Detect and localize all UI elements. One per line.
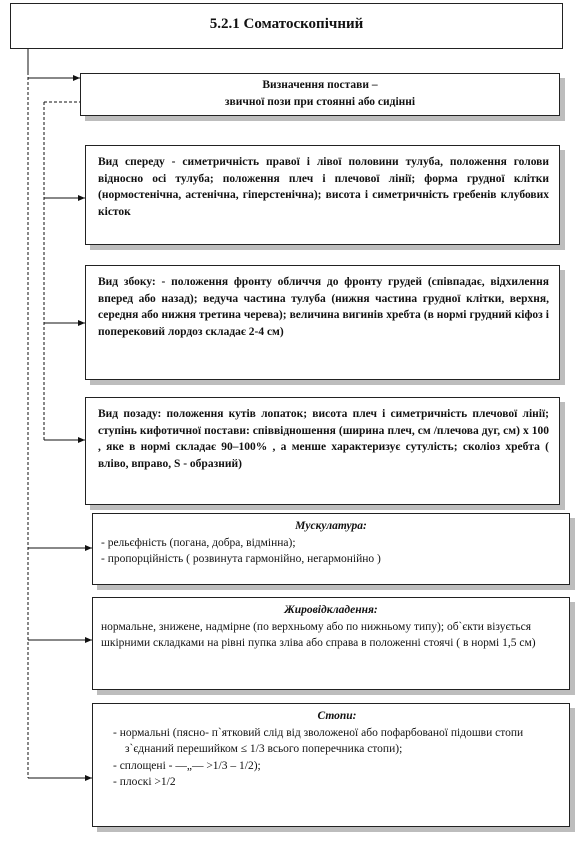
musculature-item-proportion: - пропорційність ( розвинута гармонійно, негармонійно )	[101, 553, 381, 565]
posture-box	[80, 73, 560, 116]
back-view-box	[85, 397, 560, 505]
side-view-box	[85, 265, 560, 380]
fat-text: нормальне, знижене, надмірне (по верхньому або по нижньому типу); об`єкти візується шкірними складками на рівні пупка зліва або справа в положенні стоячі ( в нормі 1,5 см)	[101, 620, 536, 649]
front-view-box	[85, 145, 560, 245]
arrowhead-musculature	[85, 545, 92, 551]
arrowhead-feet	[85, 775, 92, 781]
posture-subtitle: звичної пози при стоянні або сидінні	[224, 96, 416, 108]
side-view-text: Вид збоку: - положення фронту обличчя до фронту грудей (співпадає, відхилення вперед або назад); ведуча частина тулуба (нижня частина грудної клітки, верхня, середня або нижня третина черева); величина вигинів хребта (в нормі грудний кіфоз і поперековий лордоз складає 2-4 см)	[98, 276, 549, 338]
fat-box	[92, 597, 570, 690]
arrowhead-side	[78, 320, 85, 326]
posture-title: Визначення постави –	[262, 79, 378, 91]
feet-box	[92, 703, 570, 827]
feet-item-flat: - плоскі >1/2	[113, 776, 176, 788]
page-title: 5.2.1 Соматоскопічний	[10, 3, 563, 49]
arrowhead-back	[78, 437, 85, 443]
musculature-title: Мускулатура:	[295, 520, 367, 532]
arrowhead-front	[78, 195, 85, 201]
feet-item-flattened: - сплощені - —„— >1/3 – 1/2);	[113, 759, 261, 772]
musculature-item-relief: - рельєфність (погана, добра, відмінна);	[101, 536, 296, 549]
back-view-text: Вид позаду: положення кутів лопаток; висота плеч і симетричність плечової лінії; ступінь кифотичної постави: співвідношення (ширина плеч, см /плечова дуг, см) х 100 , яке в нормі складає 90–100% , а менше характеризує сутулість; сколіоз хребта ( вліво, вправо, S - образний)	[98, 408, 549, 470]
front-view-text: Вид спереду - симетричність правої і лівої половини тулуба, положення голови відносно осі тулуба; положення плеч і плечової лінії; форма грудної клітки (нормостенічна, астенічна, гіперстенічна); висота і симетричність гребенів клубових кісток	[98, 156, 549, 218]
fat-title: Жировідкладення:	[284, 604, 378, 616]
arrowhead-fat	[85, 637, 92, 643]
arrowhead-posture	[73, 75, 80, 81]
musculature-box	[92, 513, 570, 585]
feet-title: Стопи:	[317, 710, 357, 722]
feet-item-normal: - нормальні (пясно- п`ятковий слід від зволоженої або пофарбованої підошви стопи з`єднаний перешийком ≤ 1/3 всього поперечника стопи);	[113, 726, 524, 755]
